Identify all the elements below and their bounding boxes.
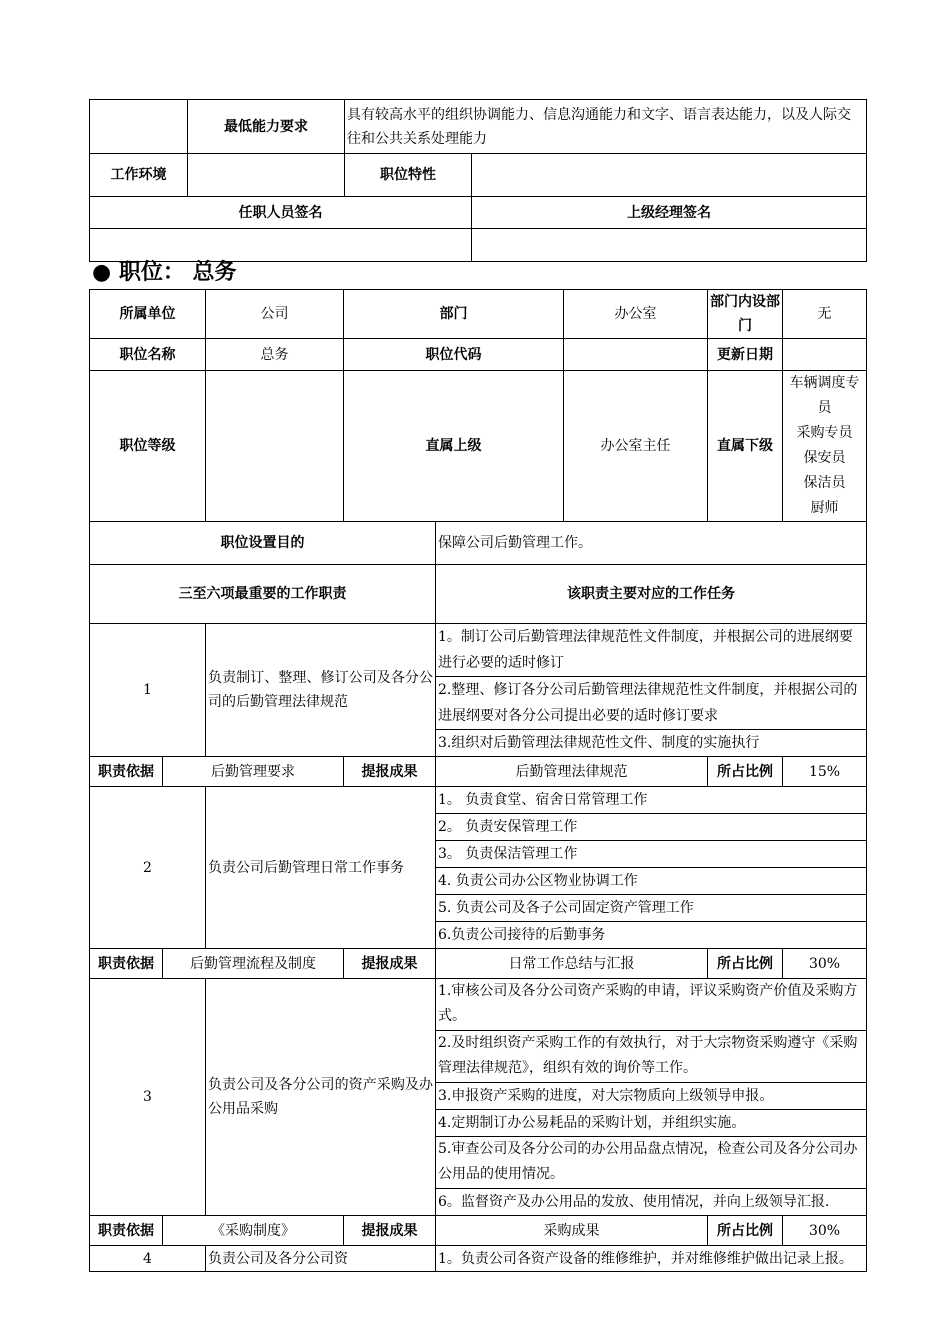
ratio-value: 15% — [783, 757, 867, 787]
duty-task: 1。 负责食堂、宿舍日常管理工作 — [436, 787, 866, 814]
report-label: 提报成果 — [344, 757, 436, 787]
employee-sign-field — [90, 229, 472, 262]
unit-label: 所属单位 — [90, 290, 206, 339]
duty-number: 1 — [90, 624, 206, 757]
duty-task: 1.审核公司及各分公司资产采购的申请，评议采购资产价值及采购方式。 — [436, 979, 866, 1031]
duty-description: 负责公司及各分公司资 — [206, 1246, 436, 1272]
position-heading: ● 职位： 总务 — [92, 260, 237, 285]
purpose-label: 职位设置目的 — [90, 522, 436, 565]
basis-value: 后勤管理要求 — [163, 757, 344, 787]
duty-task: 6。监督资产及办公用品的发放、使用情况，并向上级领导汇报. — [438, 1194, 830, 1210]
duty-number: 2 — [90, 787, 206, 949]
basis-label: 职责依据 — [90, 949, 163, 979]
dept-value: 办公室 — [564, 290, 708, 339]
manager-sign-label: 上级经理签名 — [472, 197, 867, 229]
top-table — [89, 99, 867, 262]
duty-task: 4.定期制订办公易耗品的采购计划，并组织实施。 — [436, 1110, 866, 1137]
duty-task: 2。 负责安保管理工作 — [436, 814, 866, 841]
duty-task-list — [436, 979, 867, 1216]
basis-value: 后勤管理流程及制度 — [163, 949, 344, 979]
duty-task: 3。 负责保洁管理工作 — [436, 841, 866, 868]
work-env-value — [188, 154, 345, 197]
subordinate-list — [783, 371, 867, 522]
duty-task: 5. 负责公司及各子公司固定资产管理工作 — [436, 895, 866, 922]
update-label: 更新日期 — [708, 339, 783, 371]
subordinate-item: 采购专员 — [796, 425, 853, 441]
report-value: 采购成果 — [436, 1216, 708, 1246]
min-ability-label: 最低能力要求 — [188, 100, 345, 154]
duty-description: 负责公司及各分公司的资产采购及办公用品采购 — [206, 979, 436, 1216]
work-env-label: 工作环境 — [90, 154, 188, 197]
duty-task: 3.组织对后勤管理法律规范性文件、制度的实施执行 — [438, 735, 760, 751]
position-feature-value — [472, 154, 867, 197]
blank-cell — [90, 100, 188, 154]
duties-header: 三至六项最重要的工作职责 — [90, 565, 436, 624]
code-value — [564, 339, 708, 371]
ratio-value: 30% — [783, 1216, 867, 1246]
duty-task-list — [436, 787, 867, 949]
purpose-value: 保障公司后勤管理工作。 — [436, 522, 867, 565]
dept-label: 部门 — [344, 290, 564, 339]
position-table — [89, 289, 867, 1272]
duty-number: 4 — [90, 1246, 206, 1272]
report-value: 后勤管理法律规范 — [436, 757, 708, 787]
name-label: 职位名称 — [90, 339, 206, 371]
report-label: 提报成果 — [344, 949, 436, 979]
duty-description: 负责公司后勤管理日常工作事务 — [206, 787, 436, 949]
position-feature-label: 职位特性 — [345, 154, 472, 197]
grade-label: 职位等级 — [90, 371, 206, 522]
code-label: 职位代码 — [344, 339, 564, 371]
superior-label: 直属上级 — [344, 371, 564, 522]
subdept-label: 部门内设部门 — [708, 290, 783, 339]
update-value — [783, 339, 867, 371]
basis-value: 《采购制度》 — [163, 1216, 344, 1246]
duty-task: 1。制订公司后勤管理法律规范性文件制度，并根据公司的进展纲要进行必要的适时修订 — [436, 624, 866, 677]
duty-description: 负责制订、整理、修订公司及各分公司的后勤管理法律规范 — [206, 624, 436, 757]
basis-label: 职责依据 — [90, 757, 163, 787]
basis-label: 职责依据 — [90, 1216, 163, 1246]
ratio-value: 30% — [783, 949, 867, 979]
duty-task: 4. 负责公司办公区物业协调工作 — [436, 868, 866, 895]
unit-value: 公司 — [206, 290, 344, 339]
superior-value: 办公室主任 — [564, 371, 708, 522]
grade-value — [206, 371, 344, 522]
duty-task: 5.审查公司及各分公司的办公用品盘点情况，检查公司及各分公司办公用品的使用情况。 — [436, 1137, 866, 1189]
ratio-label: 所占比例 — [708, 949, 783, 979]
subordinate-label: 直属下级 — [708, 371, 783, 522]
ratio-label: 所占比例 — [708, 1216, 783, 1246]
duty-task: 2.及时组织资产采购工作的有效执行，对于大宗物资采购遵守《采购管理法律规范》，组织有效的询价等工作。 — [436, 1031, 866, 1083]
subordinate-item: 保洁员 — [803, 475, 846, 491]
manager-sign-field — [472, 229, 867, 262]
ratio-label: 所占比例 — [708, 757, 783, 787]
subordinate-item: 厨师 — [810, 500, 839, 516]
subordinate-item: 保安员 — [803, 450, 846, 466]
duty-task: 1。负责公司各资产设备的维修维护，并对维修维护做出记录上报。 — [436, 1246, 867, 1272]
subordinate-item: 车辆调度专员 — [789, 375, 860, 416]
report-label: 提报成果 — [344, 1216, 436, 1246]
duty-task: 3.申报资产采购的进度，对大宗物质向上级领导申报。 — [436, 1083, 866, 1110]
report-value: 日常工作总结与汇报 — [436, 949, 708, 979]
duty-task: 2.整理、修订各分公司后勤管理法律规范性文件制度，并根据公司的进展纲要对各分公司提出必要的适时修订要求 — [436, 677, 866, 730]
duty-task: 6.负责公司接待的后勤事务 — [438, 927, 606, 943]
employee-sign-label: 任职人员签名 — [90, 197, 472, 229]
subdept-value: 无 — [783, 290, 867, 339]
name-value: 总务 — [206, 339, 344, 371]
duty-number: 3 — [90, 979, 206, 1216]
min-ability-value: 具有较高水平的组织协调能力、信息沟通能力和文字、语言表达能力，以及人际交往和公共关系处理能力 — [345, 100, 867, 154]
tasks-header: 该职责主要对应的工作任务 — [436, 565, 867, 624]
duty-task-list — [436, 624, 867, 757]
